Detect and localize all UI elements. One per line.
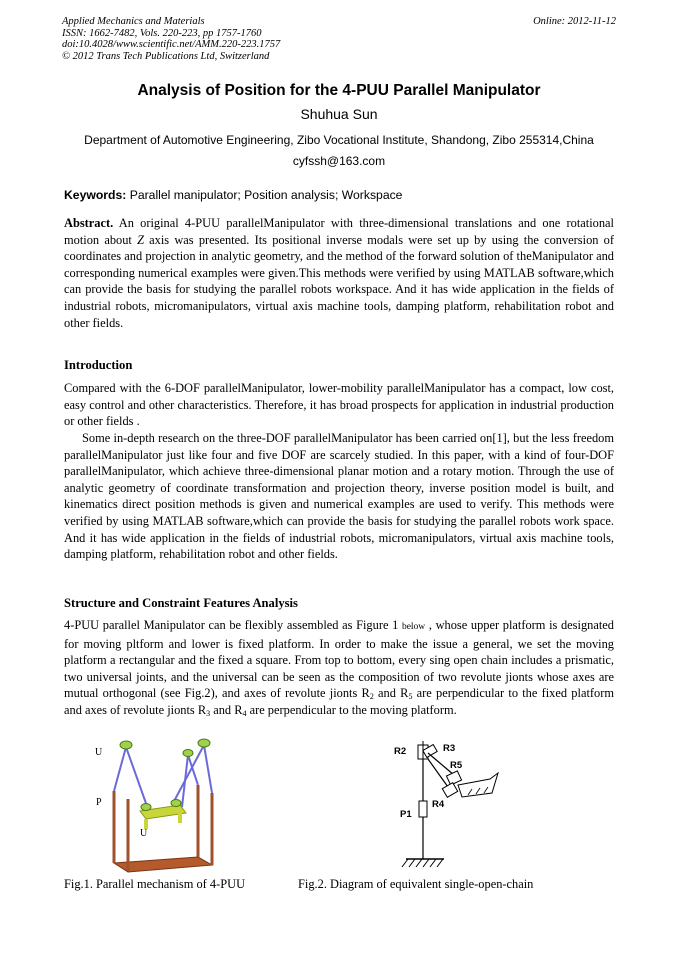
fig2-label-r4: R4 (432, 799, 445, 810)
abstract-text-b: axis was presented. Its positional inverse modals were set up by using the conversion of coordinates and projection in analytic geometry, and the method of the forward solution of theManipulator and corresponding numerical examples were given.This methods were verified by using MATLAB software,which can provide the basis for studying the parallel robots workspace. And it has wide application in the fields of industrial robots, micromanipulators, virtual axis machine tools, damping platform, rehabilitation robot and other fields. (64, 232, 614, 330)
fig1-label-u-bottom: U (140, 828, 148, 839)
journal-name: Applied Mechanics and Materials (62, 16, 205, 27)
intro-paragraph-1: Compared with the 6-DOF parallelManipulator, lower-mobility parallelManipulator has a compact, low cost, easy control and other characteristics. Therefore, it has broad prospects for application in industrial production or other fields . (64, 381, 614, 429)
joint-top-1 (120, 741, 132, 749)
link-lower (428, 759, 448, 787)
doi: doi:10.4028/www.scientific.net/AMM.220-223.1757 (62, 39, 281, 50)
structure-text-c: are perpendicular to the fixed platform and axes of revolute jionts R (64, 686, 614, 717)
intro-heading: Introduction (64, 358, 133, 372)
end-effector (458, 773, 498, 797)
figure-1-illustration (86, 735, 226, 875)
r4-joint (442, 783, 457, 798)
intro-paragraph-2: Some in-depth research on the three-DOF parallelManipulator has been carried on[1], but the less freedom parallelManipulator just like four and five DOF are scarcely studied. In this paper, with a kind of four-DOF parallelManipulator, which achieve three-dimensional planar motion and a rotary motion. Through the use of analytic geometry of coordinate transformation and projection theory, inverse position model is built, and kinematics direct position methods is given and numerical examples are used to verify. This methods were verified by using MATLAB software,which can provide the basis for studying the parallel robots work space. And it has wide application in the fields of industrial robots, micromanipulators, virtual axis machine tools, damping platform, rehabilitation robot and other fields. (64, 431, 614, 562)
abstract-label: Abstract. (64, 216, 114, 230)
joint-bottom-2 (171, 800, 181, 807)
fig1-label-p: P (96, 797, 102, 808)
keywords-label: Keywords: (64, 188, 127, 202)
author: Shuhua Sun (300, 106, 378, 122)
structure-heading: Structure and Constraint Features Analysis (64, 596, 298, 610)
joint-bottom-1 (141, 804, 151, 811)
r5-joint (446, 771, 461, 785)
structure-text-b: , whose upper platform is designated for moving pltform and lower is fixed platform. In order to make the issue a general, we set the moving platform a rectangular and the fixed a square. From top to bottom, every sing open chain includes a prismatic, two universal joints, and the universal can be seen as the composition of two revolute jionts whose axes are mutual orthogonal (see Fig.2), and axes of revolute jionts R (64, 618, 614, 701)
paper-title: Analysis of Position for the 4-PUU Parallel Manipulator (137, 82, 541, 99)
structure-and-2: and R (210, 702, 243, 717)
ground-hatch (402, 859, 443, 867)
prismatic-joint (419, 801, 427, 817)
structure-text-d: are perpendicular to the moving platform. (246, 702, 457, 717)
platform-leg-2 (178, 813, 182, 823)
sub-3: 3 (206, 708, 211, 718)
abstract-text-a: An original 4-PUU parallelManipulator with three-dimensional translations and one rotational motion about (64, 216, 614, 247)
joint-top-3 (183, 750, 193, 757)
fig2-label-r2: R2 (394, 746, 407, 757)
structure-and-1: and R (373, 686, 409, 701)
issn: ISSN: 1662-7482, Vols. 220-223, pp 1757-1760 (62, 27, 262, 39)
abstract (64, 215, 614, 331)
joint-top-2 (198, 739, 210, 747)
fig2-label-r5: R5 (450, 760, 463, 771)
abstract-z: Z (137, 232, 144, 247)
sub-2: 2 (369, 692, 374, 702)
leg-1 (114, 747, 126, 791)
copyright: © 2012 Trans Tech Publications Ltd, Switzerland (62, 50, 270, 62)
figure-2-diagram (386, 735, 526, 875)
leg-4 (204, 745, 212, 793)
sub-5: 5 (408, 692, 413, 702)
online-date: Online: 2012-11-12 (533, 16, 616, 27)
affiliation: Department of Automotive Engineering, Zibo Vocational Institute, Shandong, Zibo 255314,China (84, 133, 594, 147)
structure-text-a: 4-PUU parallel Manipulator can be flexibly assembled as Figure 1 (64, 618, 402, 632)
leg-5 (182, 755, 188, 807)
email: cyfssh@163.com (292, 154, 386, 168)
fig2-label-p1: P1 (400, 809, 412, 820)
keywords (64, 188, 402, 202)
sub-4: 4 (242, 708, 247, 718)
structure-paragraph (64, 617, 614, 719)
keywords-text: Parallel manipulator; Position analysis; Workspace (126, 188, 403, 202)
figure-2-caption: Fig.2. Diagram of equivalent single-open-chain (298, 877, 534, 891)
fig2-label-r3: R3 (443, 743, 456, 754)
running-header (62, 16, 280, 62)
structure-below: below (401, 622, 426, 632)
figure-1-caption: Fig.1. Parallel mechanism of 4-PUU (64, 877, 246, 891)
fig1-label-u-top: U (95, 747, 103, 758)
